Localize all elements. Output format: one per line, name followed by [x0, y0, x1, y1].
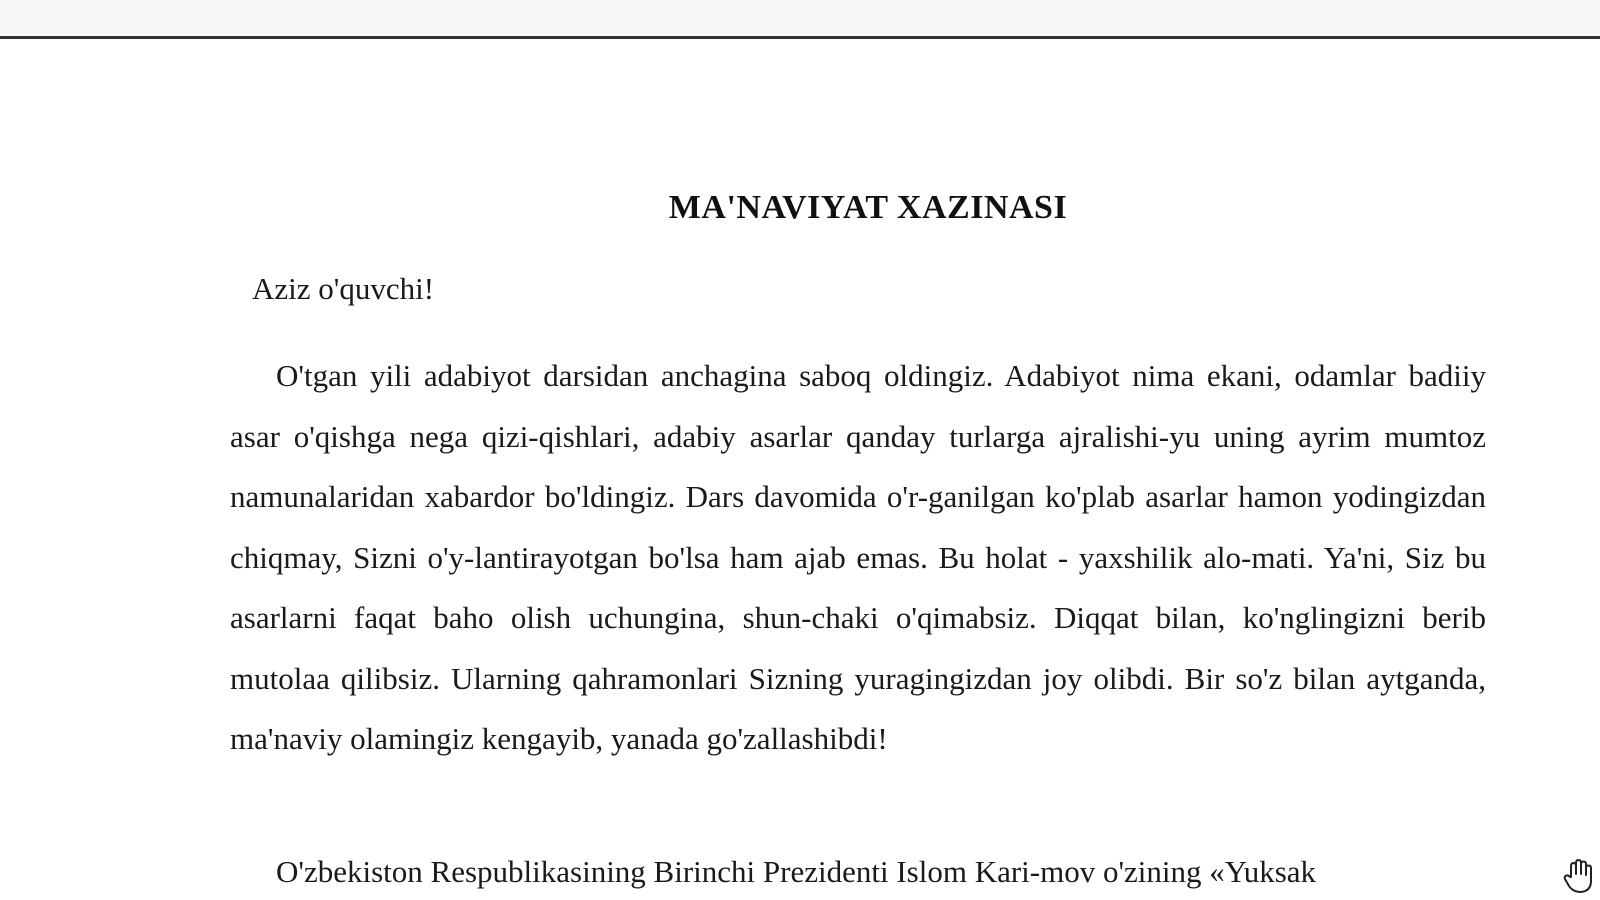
salutation: Aziz o'quvchi!: [252, 271, 435, 306]
hand-cursor-icon: [1562, 857, 1596, 895]
viewer-toolbar: [0, 0, 1600, 39]
document-title: MA'NAVIYAT XAZINASI: [668, 189, 1068, 226]
paragraph-2: O'zbekiston Respublikasining Birinchi Prezidenti Islom Kari-mov o'zining «Yuksak: [276, 854, 1317, 889]
paragraph-1: O'tgan yili adabiyot darsidan anchagina saboq oldingiz. Adabiyot nima ekani, odamlar badiiy asar o'qishga nega qizi-qishlari, adabiy asarlar qanday turlarga ajralishi-yu uning ayrim mumtoz namunalaridan xabardor bo'ldingiz. Dars davomida o'r-ganilgan ko'plab asarlar hamon yodingizdan chiqmay, Sizni o'y-lantirayotgan bo'lsa ham ajab emas. Bu holat - yaxshilik alo-mati. Ya'ni, Siz bu asarlarni faqat baho olish uchungina, shun-chaki o'qimabsiz. Diqqat bilan, ko'nglingizni berib mutolaa qilibsiz. Ularning qahramonlari Sizning yuragingizdan joy olibdi. Bir so'z bilan aytganda, ma'naviy olamingiz kengayib, yanada go'zallashibdi!: [230, 358, 1486, 756]
document-page: [0, 39, 1600, 900]
